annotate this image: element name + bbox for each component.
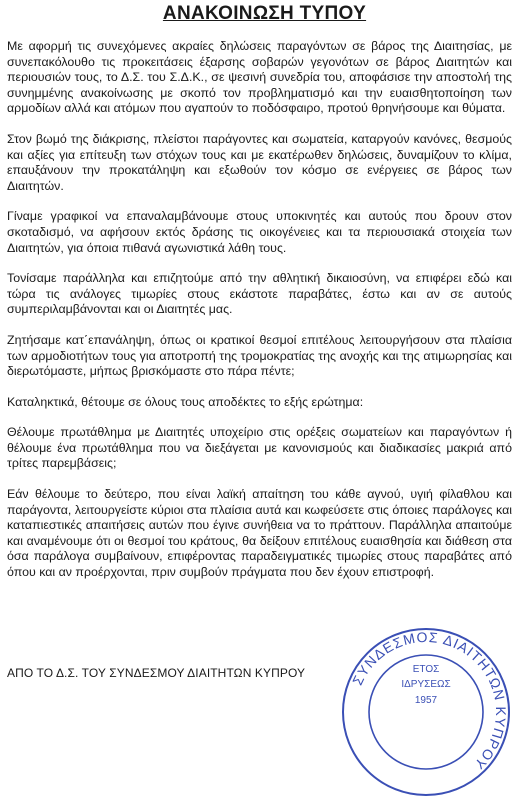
stamp-line-idryseos: ΙΔΡΥΣΕΩΣ [401, 679, 451, 690]
paragraph-4: Τονίσαμε παράλληλα και επιζητούμε από την αθλητική δικαιοσύνη, να επιφέρει εδώ και τώρα τις ανάλογες τιμωρίες στους εκάστοτε παραβάτες, έστω και αν σε αυτούς συμπεριλαμβάνονται και οι Διαιτητές μας. [7, 271, 512, 317]
paragraph-6: Καταληκτικά, θέτουμε σε όλους τους αποδέκτες το εξής ερώτημα: [7, 394, 364, 409]
paragraph-5: Ζητήσαμε κατ΄επανάληψη, όπως οι κρατικοί θεσμοί επιτέλους λειτουργήσουν στα πλαίσια των αρμοδιοτήτων τους για αποτροπή της τρομοκρατίας της ανοχής και της ατιμωρησίας και διερωτόμαστε, μήπως βρισκόμαστε στο πάρα πέντε; [7, 332, 512, 379]
paragraph-8: Εάν θέλουμε το δεύτερο, που είναι λαϊκή απαίτηση του κάθε αγνού, υγιή φίλαθλου και παράγοντα, λειτουργείστε κύριοι στα πλαίσια αυτά και κωφεύσετε στις όποιες παράλογες και καταπιεστικές απαιτήσεις αυτών που έγινε συνήθεια να το πράττουν. Παράλληλα απαιτούμε και αναμένουμε ότι οι θεσμοί του κράτους, θα δείξουν επιτέλους ευαισθησία και διάθεση στα όσα παράλογα συμβαίνουν, επιφέροντας παραδειγματικές τιμωρίες στους παραβάτες από όπου και αν προέρχονται, πριν συμβούν πράγματα που δεν έχουν επιστροφή. [7, 487, 512, 580]
document-signature-line: ΑΠΟ ΤΟ Δ.Σ. ΤΟΥ ΣΥΝΔΕΣΜΟΥ ΔΙΑΙΤΗΤΩΝ ΚΥΠΡΟΥ [7, 666, 306, 680]
document-body [7, 39, 512, 596]
stamp-line-etos: ΕΤΟΣ [412, 664, 440, 675]
stamp-line-year: 1957 [414, 695, 438, 706]
paragraph-1: Με αφορμή τις συνεχόμενες ακραίες δηλώσεις παραγόντων σε βάρος της Διαιτησίας, με συνεπακόλουθο τις προκειτάσεις έξαρσης σοβαρών γεγονότων σε βάρος Διαιτητών και περιουσιών τους, το Δ.Σ. του Σ.Δ.Κ., σε ψεσινή συνεδρία του, αποφάσισε την αποστολή της συνημμένης ανακοίνωσης με σκοπό τον προβληματισμό και την ευαισθητοποίηση των αρμοδίων αλλά και ατόμων που αγαπούν το ποδόσφαιρο, προτού θρηνήσουμε και θύματα. [7, 39, 512, 116]
association-stamp [341, 627, 511, 797]
stamp-ring-text: ΣΥΝΔΕΣΜΟΣ ΔΙΑΙΤΗΤΩΝ ΚΥΠΡΟΥ [349, 628, 510, 774]
paragraph-2: Στον βωμό της διάκρισης, πλείστοι παράγοντες και σωματεία, καταργούν κανόνες, θεσμούς και αξίες για επίτευξη των στόχων τους και με εκατέρωθεν δηλώσεις, δυναμίζουν το κλίμα, επαυξάνουν την προκατάληψη και εξωθούν τον κόσμο σε ενέργειες σε βάρος των Διαιτητών. [7, 131, 512, 193]
document-title: ΑΝΑΚΟΙΝΩΣΗ ΤΥΠΟΥ [162, 3, 367, 24]
paragraph-7: Θέλουμε πρωτάθλημα με Διαιτητές υποχείριο στις ορέξεις σωματείων και παραγόντων ή θέλουμε ένα πρωτάθλημα που να διεξάγεται με κανονισμούς και διαδικασίες μακριά από τρίτες παρεμβάσεις; [7, 425, 512, 471]
paragraph-3: Γίναμε γραφικοί να επαναλαμβάνουμε στους υποκινητές και αυτούς που δρουν στον σκοταδισμό, να αφήσουν εκτός δράσης τις οικογένειες και τα περιουσιακά στοιχεία των Διαιτητών, για όποια πιθανά αγωνιστικά λάθη τους. [7, 209, 512, 255]
